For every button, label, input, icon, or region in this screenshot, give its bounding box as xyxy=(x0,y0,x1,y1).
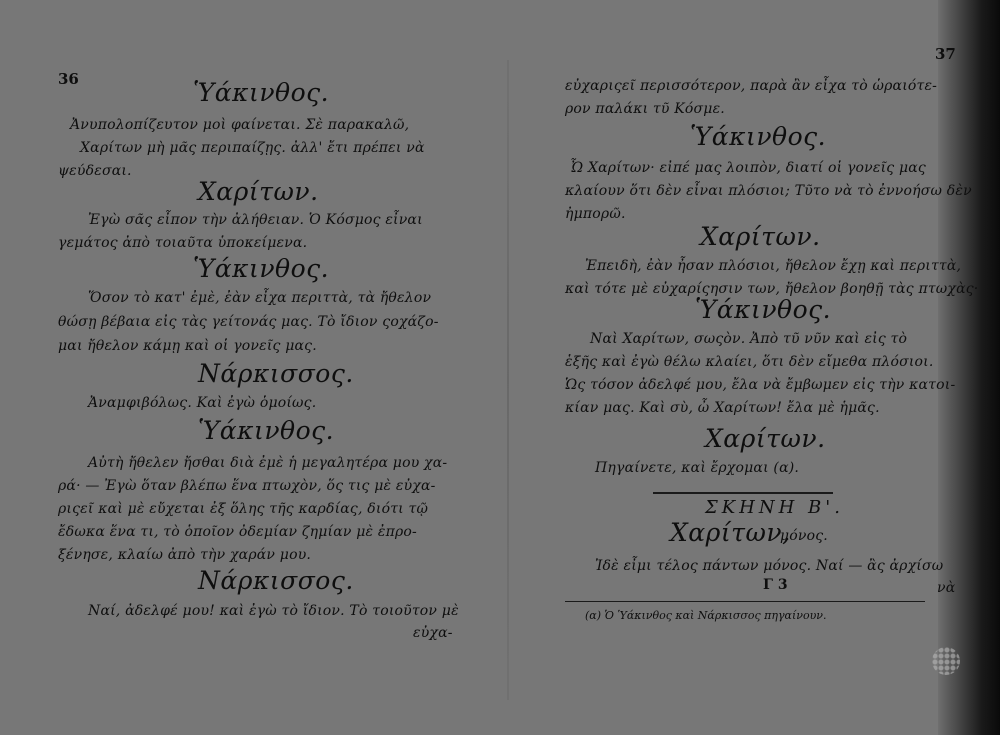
text-line: Ἰδὲ εἶμι τέλος πάντων μόνος. Ναί — ἂς ἀρχίσω xyxy=(595,558,944,574)
text-line: καὶ τότε μὲ εὐχαρίςησιν των, ἤθελον βοηθῇ τὰς πτωχὰς· xyxy=(565,281,979,297)
text-line: Χαρίτων μὴ μᾶς περιπαίζῃς. ἀλλ' ἔτι πρέπει νὰ xyxy=(80,140,425,156)
speaker-heading: Νάρκισσος. xyxy=(198,359,354,388)
footnote: (α) Ὁ Ὑάκινθος καὶ Νάρκισσος πηγαίνουν. xyxy=(585,609,827,622)
text-line: Ναί, ἀδελφέ μου! καὶ ἐγὼ τὸ ἴδιον. Τὸ τοιοῦτον μὲ xyxy=(88,603,459,619)
scene-speaker-note: μόνος. xyxy=(780,528,828,544)
text-line: ἑξῆς καὶ ἐγὼ θέλω κλαίει, ὅτι δὲν εἴμεθα πλόσιοι. xyxy=(565,354,934,370)
text-line: Ὦ Χαρίτων· εἰπέ μας λοιπὸν, διατί οἱ γονεῖς μας xyxy=(570,160,926,176)
text-line: εὐχα- xyxy=(413,625,453,641)
speaker-heading: Ὑάκινθος. xyxy=(695,295,832,324)
text-line: εὐχαριςεῖ περισσότερον, παρὰ ἂν εἶχα τὸ ὡραιότε- xyxy=(565,78,938,94)
text-line: ριςεῖ καὶ μὲ εὔχεται ἐξ ὅλης τῆς καρδίας, διότι τῷ xyxy=(58,501,429,517)
scene-heading: ΣΚΗΝΗ Β'. xyxy=(705,497,844,518)
text-line: νὰ xyxy=(937,580,956,596)
printer-signature: Γ 3 xyxy=(763,577,788,593)
speaker-heading: Ὑάκινθος. xyxy=(193,78,330,107)
text-line: ξένησε, κλαίω ἀπὸ τὴν χαράν μου. xyxy=(58,547,312,563)
text-line: κίαν μας. Καὶ σὺ, ὦ Χαρίτων! ἔλα μὲ ἡμᾶς. xyxy=(565,400,880,416)
text-line: ρά· — Ἐγὼ ὅταν βλέπω ἕνα πτωχὸν, ὅς τις μὲ εὐχα- xyxy=(58,478,436,494)
text-line: Ἐγὼ σᾶς εἶπον τὴν ἀλήθειαν. Ὁ Κόσμος εἶναι xyxy=(88,212,423,228)
text-line: Ἀναμφιβόλως. Καὶ ἐγὼ ὁμοίως. xyxy=(88,395,317,411)
scan-artifact xyxy=(932,647,960,675)
text-line: ρον παλάκι τῦ Κόσμε. xyxy=(565,101,725,117)
text-line: Ἐπειδὴ, ἐὰν ἦσαν πλόσιοι, ἤθελον ἔχῃ καὶ περιττὰ, xyxy=(585,258,962,274)
speaker-heading: Χαρίτων. xyxy=(198,177,319,206)
text-line: Ὅσον τὸ κατ' ἐμὲ, ἐὰν εἶχα περιττὰ, τὰ ἤθελον xyxy=(88,290,432,306)
text-line: γεμάτος ἀπὸ τοιαῦτα ὑποκείμενα. xyxy=(58,235,308,251)
text-line: Αὐτὴ ἤθελεν ἤσθαι διὰ ἐμὲ ἡ μεγαλητέρα μου χα- xyxy=(88,455,448,471)
speaker-heading: Ὑάκινθος. xyxy=(690,122,827,151)
speaker-heading: Νάρκισσος. xyxy=(198,566,354,595)
scene-speaker: Χαρίτων, xyxy=(670,518,791,547)
speaker-heading: Χαρίτων. xyxy=(705,424,826,453)
text-line: ψεύδεσαι. xyxy=(58,163,132,179)
text-line: θώσῃ βέβαια εἰς τὰς γείτονάς μας. Τὸ ἴδιον ςοχάζο- xyxy=(58,314,439,330)
footnote-rule xyxy=(565,601,925,602)
text-line: Ὡς τόσον ἀδελφέ μου, ἔλα νὰ ἔμβωμεν εἰς τὴν κατοι- xyxy=(565,377,956,393)
speaker-heading: Ὑάκινθος. xyxy=(198,416,335,445)
section-rule xyxy=(653,492,833,494)
text-line: ἠμπορῶ. xyxy=(565,206,626,222)
text-line: ἔδωκα ἕνα τι, τὸ ὁποῖον ὀδεμίαν ζημίαν μὲ ἐπρο- xyxy=(58,524,417,540)
text-line: μαι ἤθελον κάμῃ καὶ οἱ γονεῖς μας. xyxy=(58,338,317,354)
text-line: Ἀνυπολοπίζευτον μοὶ φαίνεται. Σὲ παρακαλῶ, xyxy=(70,117,410,133)
text-line: Ναὶ Χαρίτων, σωςὸν. Ἀπὸ τῦ νῦν καὶ εἰς τὸ xyxy=(590,331,908,347)
text-line: κλαίουν ὅτι δὲν εἶναι πλόσιοι; Τῦτο νὰ τὸ ἐννοήσω δὲν xyxy=(565,183,972,199)
page-number: 36 xyxy=(58,70,79,88)
book-gutter xyxy=(507,60,509,700)
text-line: Πηγαίνετε, καὶ ἔρχομαι (α). xyxy=(595,460,800,476)
page-number: 37 xyxy=(935,45,956,63)
page-edge-shadow xyxy=(938,0,1000,735)
speaker-heading: Ὑάκινθος. xyxy=(193,254,330,283)
speaker-heading: Χαρίτων. xyxy=(700,222,821,251)
